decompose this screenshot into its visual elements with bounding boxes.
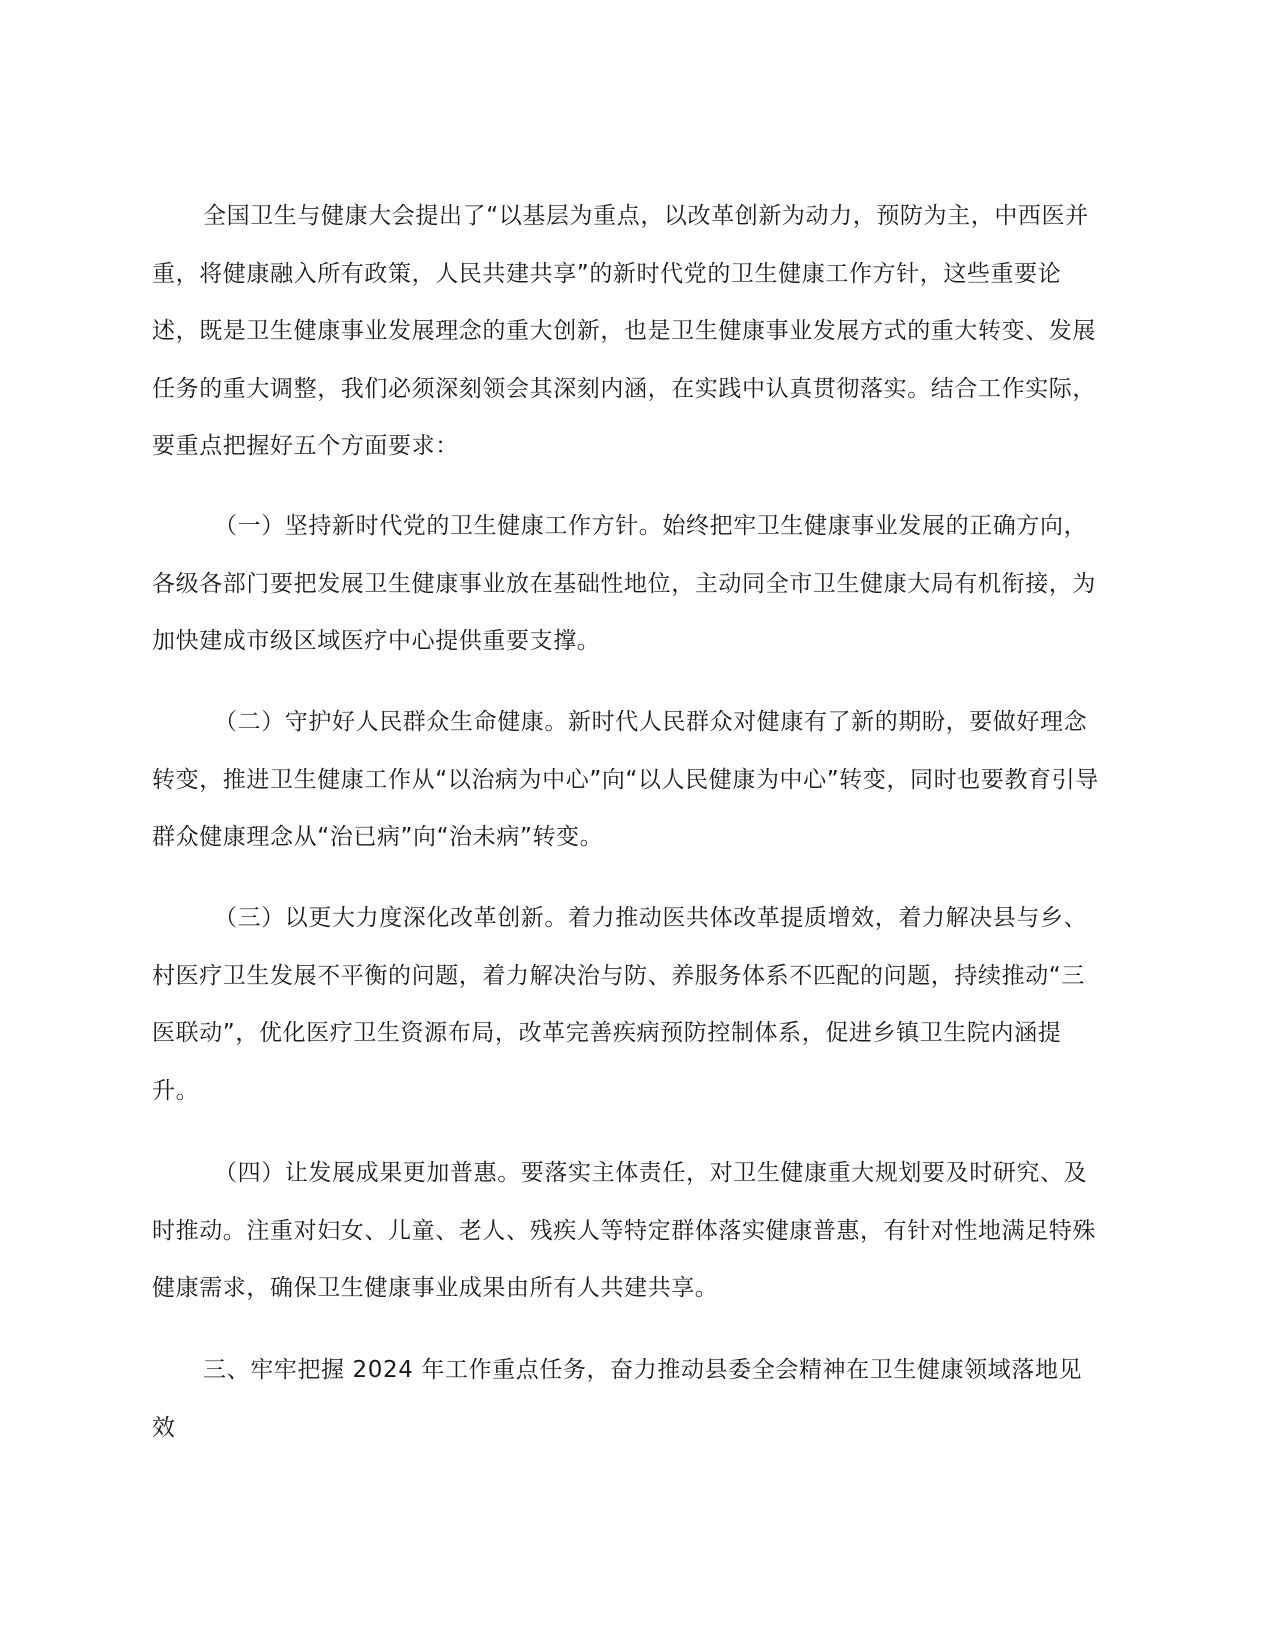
requirement-item-1: （一）坚持新时代党的卫生健康工作方针。始终把牢卫生健康事业发展的正确方向，各级各部门要把发展卫生健康事业放在基础性地位，主动同全市卫生健康大局有机衔接，为加快建成市级区域医疗中心提供重要支撑。: [152, 513, 1096, 654]
requirement-item-3: （三）以更大力度深化改革创新。着力推动医共体改革提质增效，着力解决县与乡、村医疗卫生发展不平衡的问题，着力解决治与防、养服务体系不匹配的问题，持续推动“三医联动”，优化医疗卫生资源布局，改革完善疾病预防控制体系，促进乡镇卫生院内涵提升。: [152, 905, 1088, 1104]
requirement-item-4: （四）让发展成果更加普惠。要落实主体责任，对卫生健康重大规划要及时研究、及时推动。注重对妇女、儿童、老人、残疾人等特定群体落实健康普惠，有针对性地满足特殊健康需求，确保卫生健康事业成果由所有人共建共享。: [152, 1160, 1096, 1301]
requirement-item-2: （二）守护好人民群众生命健康。新时代人民群众对健康有了新的期盼，要做好理念转变，推进卫生健康工作从“以治病为中心”向“以人民健康为中心”转变，同时也要教育引导群众健康理念从“治已病”向“治未病”转变。: [152, 709, 1099, 850]
section-3-heading: 三、牢牢把握 2024 年工作重点任务，奋力推动县委全会精神在卫生健康领域落地见效: [152, 1357, 1083, 1441]
intro-paragraph: 全国卫生与健康大会提出了“以基层为重点，以改革创新为动力，预防为主，中西医并重，将健康融入所有政策，人民共建共享”的新时代党的卫生健康工作方针，这些重要论述，既是卫生健康事业发展理念的重大创新，也是卫生健康事业发展方式的重大转变、发展任务的重大调整，我们必须深刻领会其深刻内涵，在实践中认真贯彻落实。结合工作实际，要重点把握好五个方面要求：: [152, 203, 1096, 459]
